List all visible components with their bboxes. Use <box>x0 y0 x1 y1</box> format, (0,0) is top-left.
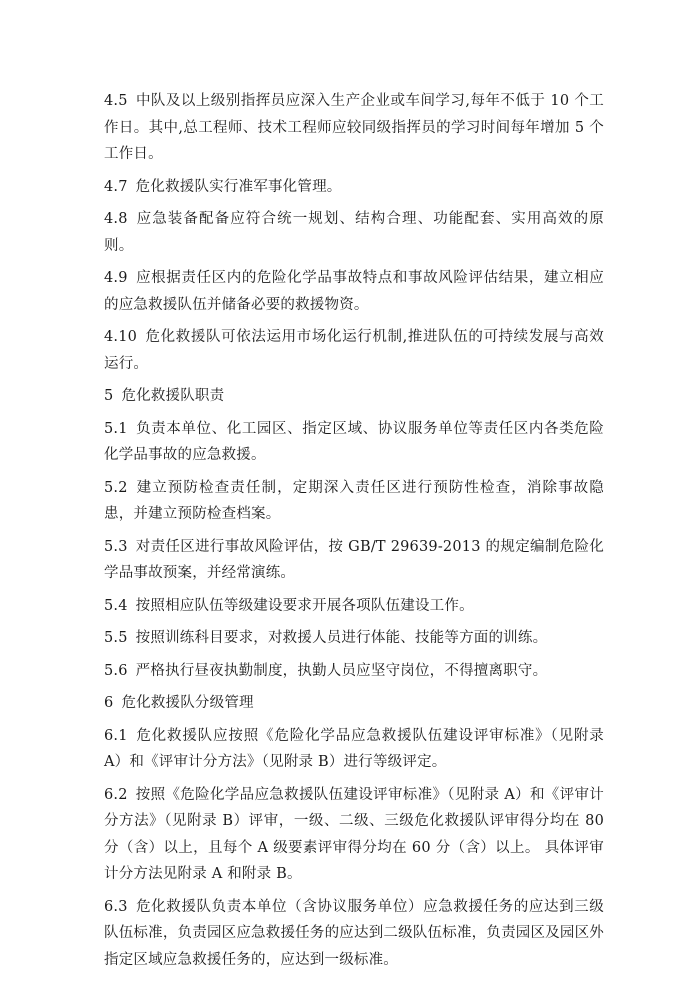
clause-number: 5.2 <box>104 479 128 496</box>
clause-text: 应急装备配备应符合统一规划、结构合理、功能配套、实用高效的原则。 <box>104 211 604 254</box>
clause-number: 4.5 <box>104 93 128 109</box>
clause-number: 4.8 <box>104 211 128 227</box>
clause-5-5 <box>104 625 604 652</box>
clause-text: 对责任区进行事故风险评估，按 GB/T 29639-2013 的规定编制危险化学品事故预案，并经常演练。 <box>104 538 604 581</box>
section-title: 危化救援队分级管理 <box>121 695 254 711</box>
clause-text: 危化救援队负责本单位（含协议服务单位）应急救援任务的应达到三级队伍标准，负责园区应急救援任务的应达到二级队伍标准，负责园区及园区外指定区域应急救援任务的，应达到一级标准。 <box>104 898 604 968</box>
clause-5-2 <box>104 475 604 528</box>
clause-text: 按照训练科目要求，对救援人员进行体能、技能等方面的训练。 <box>135 630 548 646</box>
clause-text: 危化救援队可依法运用市场化运行机制,推进队伍的可持续发展与高效运行。 <box>104 329 604 372</box>
clause-4-8 <box>104 206 604 259</box>
section-6-heading <box>104 690 604 717</box>
clause-number: 4.10 <box>104 329 138 345</box>
section-title: 危化救援队职责 <box>121 388 225 404</box>
clause-text: 危化救援队应按照《危险化学品应急救援队伍建设评审标准》（见附录 A）和《评审计分方法》（见附录 B）进行等级评定。 <box>104 727 604 770</box>
clause-number: 6.1 <box>104 727 128 744</box>
clause-text: 中队及以上级别指挥员应深入生产企业或车间学习,每年不低于 10 个工作日。其中,总工程师、技术工程师应较同级指挥员的学习时间每年增加 5 个工作日。 <box>104 93 604 162</box>
clause-4-10 <box>104 324 604 377</box>
clause-number: 4.7 <box>104 178 128 195</box>
section-number: 5 <box>104 388 114 404</box>
clause-number: 5.6 <box>104 662 128 679</box>
clause-text: 建立预防检查责任制，定期深入责任区进行预防性检查，消除事故隐患，并建立预防检查档案。 <box>104 479 604 522</box>
clause-6-1 <box>104 723 604 776</box>
clause-5-3 <box>104 534 604 587</box>
section-5-heading <box>104 383 604 410</box>
clause-text: 应根据责任区内的危险化学品事故特点和事故风险评估结果，建立相应的应急救援队伍并储备必要的救援物资。 <box>104 270 604 313</box>
clause-text: 按照《危险化学品应急救援队伍建设评审标准》（见附录 A）和《评审计分方法》（见附录 B）评审，一级、二级、三级危化救援队评审得分均在 80 分（含）以上，且每个 A 级要素评审得分均在 60 分（含）以上。 具体评审计分方法见附录 A 和附录 B。 <box>104 786 604 882</box>
clause-6-3 <box>104 894 604 974</box>
clause-6-2 <box>104 782 604 888</box>
clause-number: 6.2 <box>104 786 128 803</box>
clause-4-5 <box>104 88 604 168</box>
clause-number: 5.1 <box>104 420 128 437</box>
clause-text: 危化救援队实行准军事化管理。 <box>135 178 342 195</box>
clause-number: 6.3 <box>104 898 128 915</box>
section-number: 6 <box>104 695 114 711</box>
clause-number: 5.3 <box>104 538 128 555</box>
clause-text: 严格执行昼夜执勤制度，执勤人员应坚守岗位，不得擅离职守。 <box>135 662 548 679</box>
clause-5-1 <box>104 416 604 469</box>
clause-number: 5.4 <box>104 597 128 614</box>
clause-5-4 <box>104 593 604 620</box>
clause-4-9 <box>104 265 604 318</box>
clause-text: 负责本单位、化工园区、指定区域、协议服务单位等责任区内各类危险化学品事故的应急救援。 <box>104 420 604 463</box>
clause-number: 4.9 <box>104 270 128 286</box>
clause-4-7 <box>104 174 604 201</box>
clause-5-6 <box>104 658 604 685</box>
clause-number: 5.5 <box>104 630 128 646</box>
document-body <box>104 88 604 979</box>
clause-text: 按照相应队伍等级建设要求开展各项队伍建设工作。 <box>135 597 474 614</box>
